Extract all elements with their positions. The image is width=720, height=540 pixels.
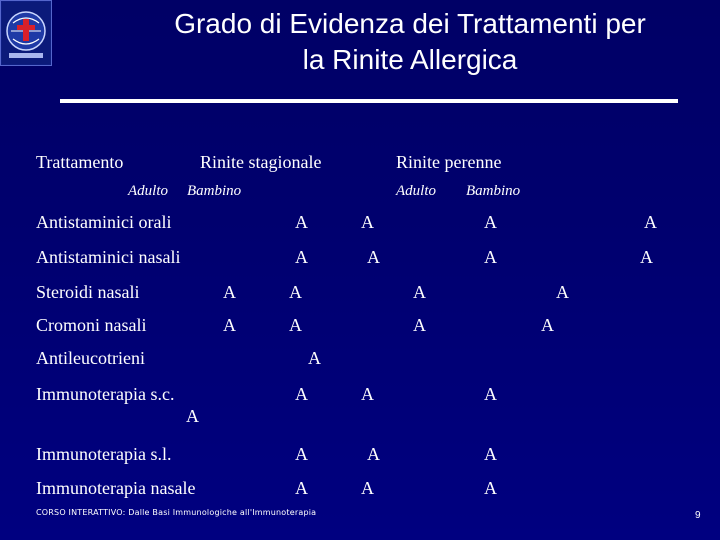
row-label: Antistaminici orali — [36, 212, 172, 232]
grade-perennial-child: A — [644, 212, 657, 232]
row-label: Antileucotrieni — [36, 348, 145, 368]
grade-seasonal-adult: A — [295, 247, 308, 267]
header-seasonal: Rinite stagionale — [200, 152, 322, 172]
title-underline — [60, 99, 678, 103]
grade-perennial-child: A — [484, 384, 497, 404]
grade-seasonal-child: A — [289, 315, 302, 335]
grade-seasonal-adult: A — [223, 282, 236, 302]
grade-perennial-child: A — [556, 282, 569, 302]
grade-perennial-adult: A — [413, 282, 426, 302]
row-label: Immunoterapia s.l. — [36, 444, 172, 464]
grade-perennial-child: A — [541, 315, 554, 335]
header-treatment: Trattamento — [36, 152, 124, 172]
header-perennial: Rinite perenne — [396, 152, 502, 172]
title-line-1: Grado di Evidenza dei Trattamenti per — [174, 8, 646, 39]
grade-perennial-child: A — [640, 247, 653, 267]
grade-seasonal-child: A — [367, 444, 380, 464]
grade-seasonal-child: A — [367, 247, 380, 267]
subheader-seasonal-adult: Adulto — [128, 183, 168, 199]
page-number: 9 — [695, 510, 701, 521]
row-label: Antistaminici nasali — [36, 247, 181, 267]
grade-seasonal-adult: A — [295, 212, 308, 232]
grade-seasonal-adult: A — [295, 444, 308, 464]
grade-perennial-adult: A — [484, 444, 497, 464]
grade-perennial-adult: A — [361, 384, 374, 404]
title-line-2: la Rinite Allergica — [302, 44, 518, 75]
footer-course-text: CORSO INTERATTIVO: Dalle Basi Immunologiche all'Immunoterapia — [36, 508, 317, 517]
grade-perennial-adult: A — [484, 212, 497, 232]
grade-seasonal-child: A — [361, 212, 374, 232]
slide-title — [110, 6, 710, 78]
row-label: Immunoterapia nasale — [36, 478, 196, 498]
grade-single: A — [308, 348, 321, 368]
grade-perennial-adult: A — [413, 315, 426, 335]
grade-seasonal-adult: A — [186, 406, 199, 426]
grade-perennial-adult: A — [484, 478, 497, 498]
row-label: Cromoni nasali — [36, 315, 147, 335]
subheader-seasonal-child: Bambino — [187, 183, 242, 199]
grade-perennial-adult: A — [484, 247, 497, 267]
subheader-perennial-child: Bambino — [466, 183, 521, 199]
grade-seasonal-child: A — [361, 478, 374, 498]
grade-seasonal-adult: A — [223, 315, 236, 335]
society-emblem-icon — [0, 0, 52, 66]
grade-seasonal-child: A — [295, 384, 308, 404]
row-label: Steroidi nasali — [36, 282, 140, 302]
grade-seasonal-child: A — [289, 282, 302, 302]
grade-seasonal-adult: A — [295, 478, 308, 498]
subheader-perennial-adult: Adulto — [396, 183, 436, 199]
row-label: Immunoterapia s.c. — [36, 384, 175, 404]
